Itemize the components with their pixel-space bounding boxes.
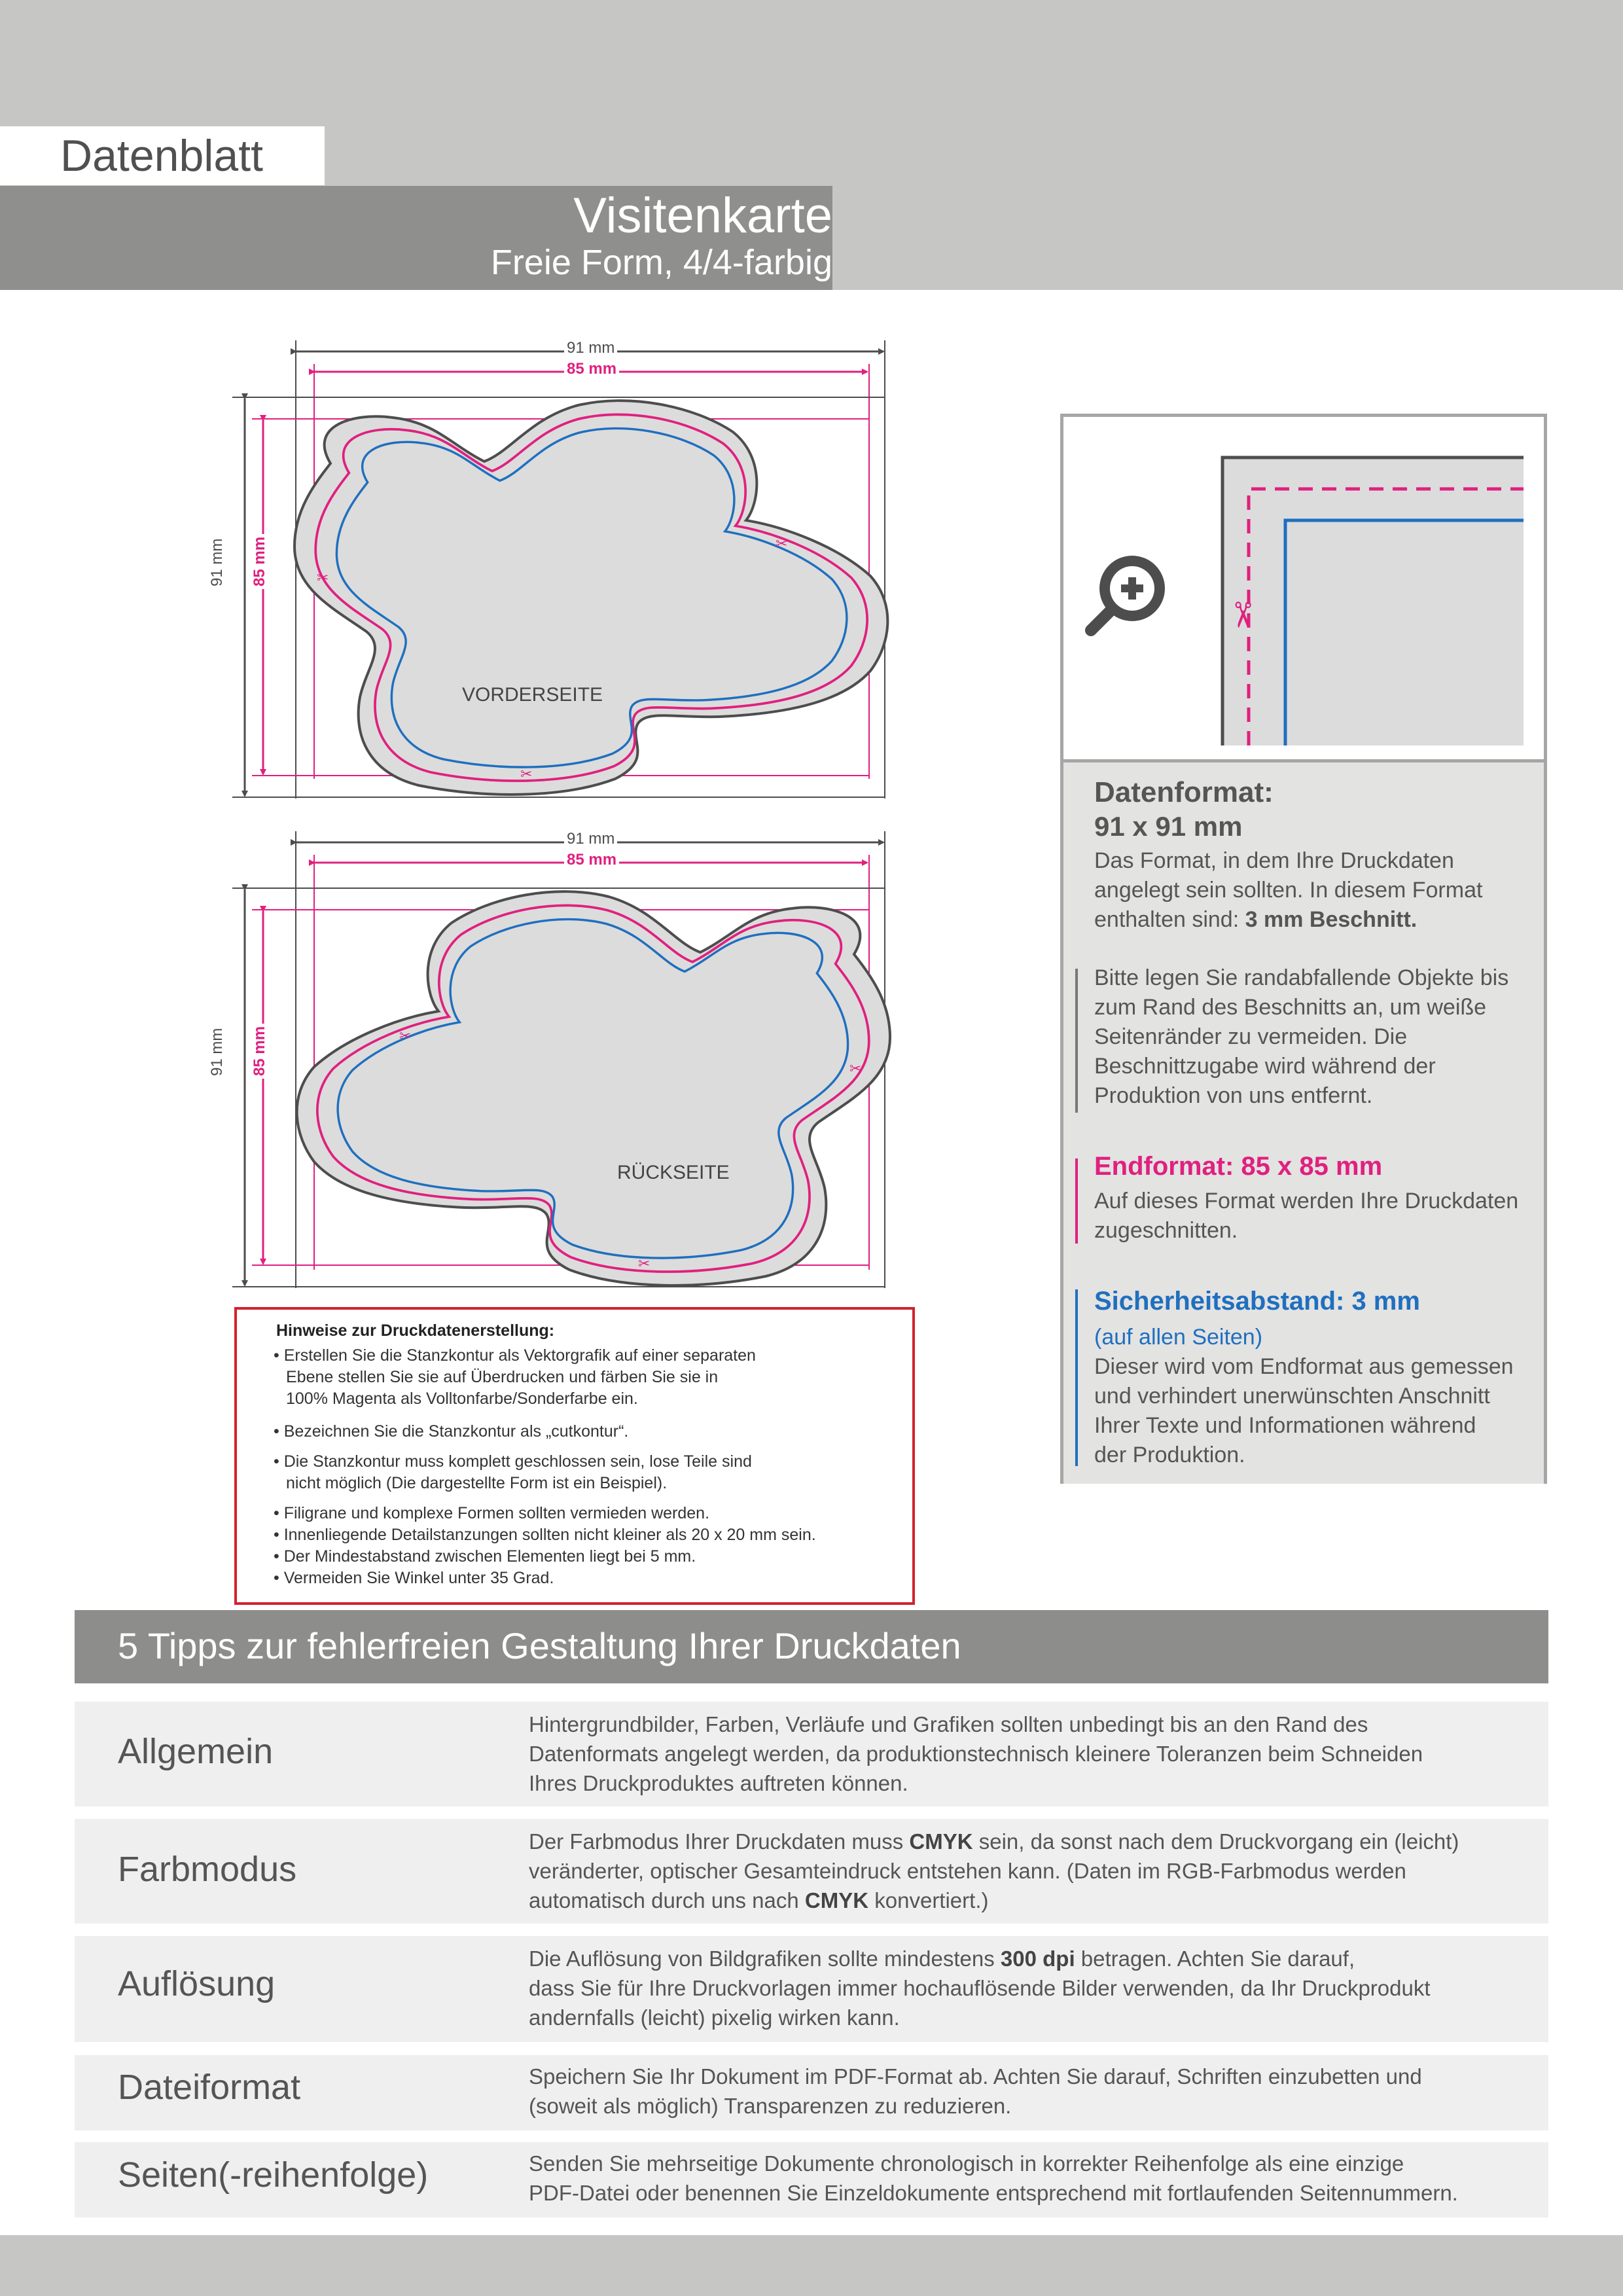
back-height-outer-label: 91 mm: [208, 1026, 226, 1079]
datenformat-text: enthalten sind: 3 mm Beschnitt.: [1094, 907, 1418, 932]
hint-line: 100% Magenta als Volltonfarbe/Sonderfarbe ein.: [286, 1390, 638, 1408]
tip-label: Farbmodus: [118, 1850, 297, 1889]
tip-label: Seiten(-reihenfolge): [118, 2155, 429, 2195]
tip-text: dass Sie für Ihre Druckvorlagen immer hochauflösende Bilder verwenden, da Ihr Druckprodukt: [529, 1976, 1431, 2000]
back-diagram: [232, 831, 890, 1288]
svg-text:✂: ✂: [317, 570, 329, 586]
corner-detail: [1063, 417, 1544, 757]
page-title: Visitenkarte: [573, 188, 832, 243]
safety-subheading: (auf allen Seiten): [1094, 1325, 1263, 1350]
datenformat-size: 91 x 91 mm: [1094, 811, 1243, 842]
hint-line: • Bezeichnen Sie die Stanzkontur als „cutkontur“.: [274, 1422, 629, 1441]
datenformat-text: angelegt sein sollten. In diesem Format: [1094, 878, 1483, 903]
datenformat-heading: Datenformat:: [1094, 776, 1274, 808]
tip-text: automatisch durch uns nach CMYK konvertiert.): [529, 1888, 989, 1912]
back-height-inner-label: 85 mm: [251, 1024, 269, 1079]
bleed-bar: [1075, 969, 1078, 1113]
front-height-outer-label: 91 mm: [208, 536, 226, 589]
tip-label: Dateiformat: [118, 2068, 301, 2107]
hint-line: • Erstellen Sie die Stanzkontur als Vektorgrafik auf einer separaten: [274, 1346, 756, 1365]
svg-text:✂: ✂: [1222, 600, 1263, 630]
bleed-text: Bitte legen Sie randabfallende Objekte bis: [1094, 965, 1509, 990]
bleed-text: Produktion von uns entfernt.: [1094, 1083, 1373, 1108]
hint-line: nicht möglich (Die dargestellte Form ist ein Beispiel).: [286, 1474, 668, 1492]
front-side-label: VORDERSEITE: [462, 684, 603, 706]
tip-text: andernfalls (leicht) pixelig wirken kann.: [529, 2005, 900, 2030]
back-width-inner-label: 85 mm: [564, 851, 619, 869]
front-diagram: [232, 340, 887, 798]
tip-text: Speichern Sie Ihr Dokument im PDF-Format ab. Achten Sie darauf, Schriften einzubetten und: [529, 2064, 1422, 2089]
footer-band: [0, 2235, 1623, 2296]
endformat-text: Auf dieses Format werden Ihre Druckdaten: [1094, 1189, 1519, 1213]
page-subtitle: Freie Form, 4/4-farbig: [490, 243, 832, 282]
front-width-inner-label: 85 mm: [564, 360, 619, 378]
tips-title: 5 Tipps zur fehlerfreien Gestaltung Ihrer Druckdaten: [118, 1625, 961, 1666]
tip-text: (soweit als möglich) Transparenzen zu reduzieren.: [529, 2094, 1012, 2118]
back-width-outer-label: 91 mm: [564, 830, 617, 848]
safety-heading: Sicherheitsabstand: 3 mm: [1094, 1287, 1420, 1316]
doc-label: Datenblatt: [60, 131, 263, 181]
hints-title: Hinweise zur Druckdatenerstellung:: [276, 1321, 555, 1340]
safety-bar: [1075, 1289, 1078, 1466]
hint-line: • Filigrane und komplexe Formen sollten vermieden werden.: [274, 1504, 710, 1522]
endformat-bar: [1075, 1158, 1078, 1244]
safety-text: Dieser wird vom Endformat aus gemessen: [1094, 1354, 1514, 1379]
safety-text: Ihrer Texte und Informationen während: [1094, 1413, 1476, 1438]
hint-line: Ebene stellen Sie sie auf Überdrucken und färben Sie sie in: [286, 1368, 719, 1386]
svg-text:✂: ✂: [776, 536, 788, 552]
tip-text: Senden Sie mehrseitige Dokumente chronologisch in korrekter Reihenfolge als eine einzige: [529, 2151, 1404, 2176]
tip-text: Hintergrundbilder, Farben, Verläufe und Grafiken sollten unbedingt bis an den Rand des: [529, 1712, 1368, 1736]
bleed-text: Beschnittzugabe wird während der: [1094, 1054, 1436, 1079]
back-side-label: RÜCKSEITE: [617, 1162, 730, 1183]
hint-line: • Innenliegende Detailstanzungen sollten nicht kleiner als 20 x 20 mm sein.: [274, 1526, 816, 1544]
bleed-text: Seitenränder zu vermeiden. Die: [1094, 1024, 1408, 1049]
tip-text: Ihres Druckproduktes auftreten können.: [529, 1771, 908, 1795]
tip-text: veränderter, optischer Gesamteindruck entstehen kann. (Daten im RGB-Farbmodus werden: [529, 1859, 1406, 1883]
front-height-inner-label: 85 mm: [251, 534, 269, 589]
hint-line: • Der Mindestabstand zwischen Elementen liegt bei 5 mm.: [274, 1547, 696, 1566]
endformat-text: zugeschnitten.: [1094, 1218, 1238, 1243]
hint-line: • Die Stanzkontur muss komplett geschlossen sein, lose Teile sind: [274, 1452, 752, 1471]
tip-label: Auflösung: [118, 1964, 276, 2003]
hint-line: • Vermeiden Sie Winkel unter 35 Grad.: [274, 1569, 554, 1587]
datenformat-text: Das Format, in dem Ihre Druckdaten: [1094, 848, 1454, 873]
front-width-outer-label: 91 mm: [564, 339, 617, 357]
tip-text: PDF-Datei oder benennen Sie Einzeldokumente entsprechend mit fortlaufenden Seitennummern.: [529, 2181, 1458, 2205]
tip-text: Die Auflösung von Bildgrafiken sollte mindestens 300 dpi betragen. Achten Sie darauf,: [529, 1946, 1355, 1971]
svg-text:✂: ✂: [849, 1061, 862, 1077]
tip-label: Allgemein: [118, 1732, 274, 1771]
endformat-heading: Endformat: 85 x 85 mm: [1094, 1152, 1383, 1181]
safety-text: der Produktion.: [1094, 1443, 1245, 1467]
tip-text: Datenformats angelegt werden, da produktionstechnisch kleinere Toleranzen beim Schneiden: [529, 1742, 1423, 1766]
tip-text: Der Farbmodus Ihrer Druckdaten muss CMYK sein, da sonst nach dem Druckvorgang ein (leicht): [529, 1829, 1459, 1854]
svg-text:✂: ✂: [520, 766, 533, 783]
svg-text:✂: ✂: [399, 1028, 412, 1045]
safety-text: und verhindert unerwünschten Anschnitt: [1094, 1384, 1490, 1408]
svg-text:✂: ✂: [638, 1256, 651, 1272]
bleed-text: zum Rand des Beschnitts an, um weiße: [1094, 995, 1487, 1020]
die-cut-diagram: [0, 290, 929, 1308]
zoom-in-icon: [1091, 556, 1165, 630]
